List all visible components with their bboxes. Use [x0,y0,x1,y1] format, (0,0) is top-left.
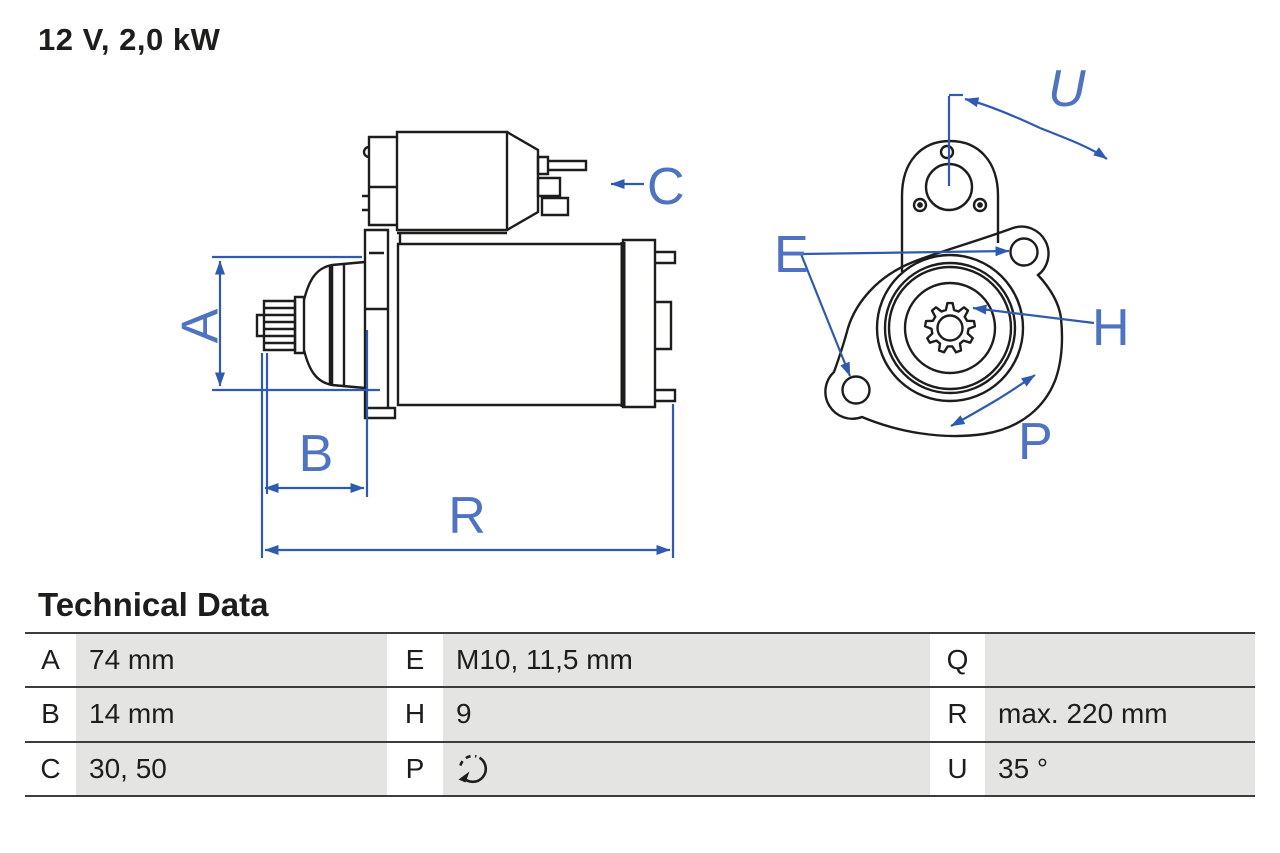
side-view-drawing [257,132,675,418]
bracket-left-hole-dot [918,203,921,206]
param-value-cell-R: max. 220 mm [985,688,1255,740]
front-view-drawing [825,141,1062,436]
pinion-gear-side [257,301,295,350]
page-title: 12 V, 2,0 kW [38,22,221,57]
dim-U-arc-right [1040,128,1107,159]
table-row [25,741,1255,795]
technical-data-heading: Technical Data [38,586,269,623]
param-value-cell-A: 74 mm [76,634,387,686]
param-key-cell-R: R [930,688,985,740]
technical-data-table [25,632,1255,797]
solenoid-outline [362,132,538,244]
param-key-cell-H: H [387,688,443,740]
solenoid-terminals [538,157,586,215]
param-key-cell-C: C [25,743,76,795]
param-value-cell-C: 30, 50 [76,743,387,795]
param-value-cell-H: 9 [443,688,930,740]
motor-body [398,244,623,405]
end-cap [623,240,675,407]
param-key-cell-E: E [387,634,443,686]
table-row [25,686,1255,740]
dim-letter-C: C [647,158,685,216]
param-key-cell-P: P [387,743,443,795]
bracket-right-hole-dot [978,203,981,206]
dim-letter-U: U [1048,60,1086,118]
param-value-cell-Q [985,634,1255,686]
table-row [25,632,1255,686]
rotation-ccw-icon [456,752,490,786]
param-value-cell-U: 35 ° [985,743,1255,795]
param-key-cell-U: U [930,743,985,795]
param-value-cell-E: M10, 11,5 mm [443,634,930,686]
dim-letter-A: A [171,308,230,344]
param-key-cell-B: B [25,688,76,740]
param-key-cell-Q: Q [930,634,985,686]
dim-letter-P: P [1018,413,1053,471]
dim-letter-B: B [298,425,334,483]
dim-letter-H: H [1092,299,1130,357]
mounting-flange [825,227,1062,436]
dim-letter-E: E [774,226,809,284]
dim-U-arc-left [965,99,1040,128]
param-value-cell-B: 14 mm [76,688,387,740]
dim-letter-R: R [448,487,486,545]
param-value-cell-P [443,743,930,795]
param-key-cell-A: A [25,634,76,686]
bracket-top-hole [941,146,953,158]
